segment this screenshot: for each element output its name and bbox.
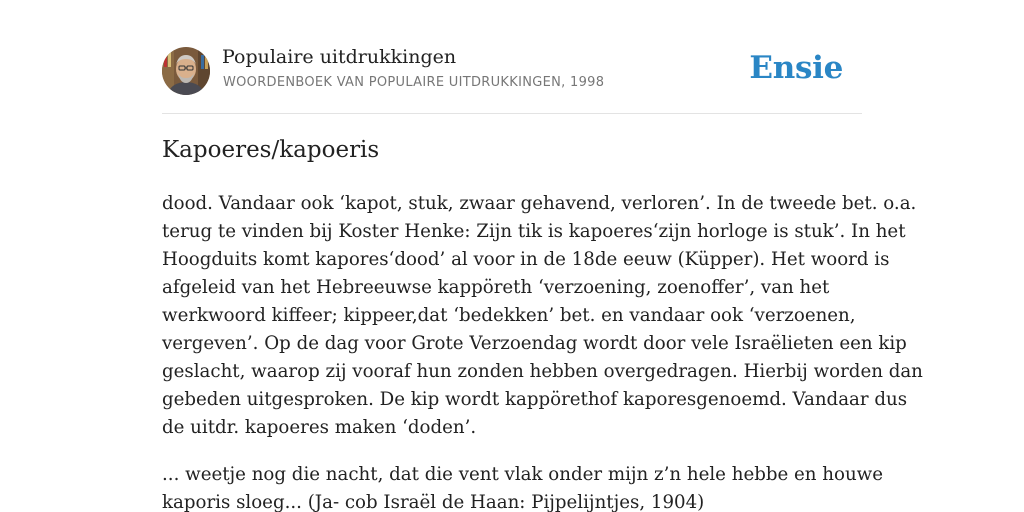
ensie-logo[interactable]: Ensie — [749, 50, 843, 86]
paragraph-line: Hoogduits komt kapores‘dood’ al voor in de 18de eeuw (Küpper). Het woord is — [162, 249, 890, 270]
content-container — [162, 0, 923, 512]
paragraph-line: gebeden uitgesproken. De kip wordt kappörethof kaporesgenoemd. Vandaar dus — [162, 389, 908, 410]
entry-paragraph-2 — [162, 461, 883, 512]
entry-body — [162, 190, 923, 512]
source-title[interactable]: Populaire uitdrukkingen — [222, 46, 457, 68]
paragraph-line: werkwoord kiffeer; kippeer,dat ‘bedekken’ bet. en vandaar ook ‘verzoenen, — [162, 305, 856, 326]
source-subtitle: WOORDENBOEK VAN POPULAIRE UITDRUKKINGEN, 1998 — [223, 75, 605, 90]
author-portrait-icon — [162, 47, 210, 95]
paragraph-line: vergeven’. Op de dag voor Grote Verzoendag wordt door vele Israëlieten een kip — [162, 333, 907, 354]
paragraph-line: de uitdr. kapoeres maken ‘doden’. — [162, 417, 477, 438]
paragraph-line: terug te vinden bij Koster Henke: Zijn tik is kapoeres‘zijn horloge is stuk’. In het — [162, 221, 906, 242]
paragraph-line: kaporis sloeg... (Ja- cob Israël de Haan: Pijpelijntjes, 1904) — [162, 492, 705, 512]
paragraph-line: geslacht, waarop zij vooraf hun zonden hebben overgedragen. Hierbij worden dan — [162, 361, 923, 382]
author-avatar[interactable] — [162, 47, 210, 95]
entry-paragraph-1 — [162, 190, 923, 442]
entry-title: Kapoeres/kapoeris — [162, 137, 380, 163]
paragraph-line: dood. Vandaar ook ‘kapot, stuk, zwaar gehavend, verloren’. In de tweede bet. o.a. — [162, 193, 917, 214]
paragraph-line: afgeleid van het Hebreeuwse kappöreth ‘verzoening, zoenoffer’, van het — [162, 277, 830, 298]
paragraph-line: ... weetje nog die nacht, dat die vent vlak onder mijn z’n hele hebbe en houwe — [162, 464, 883, 485]
source-header — [162, 0, 862, 114]
